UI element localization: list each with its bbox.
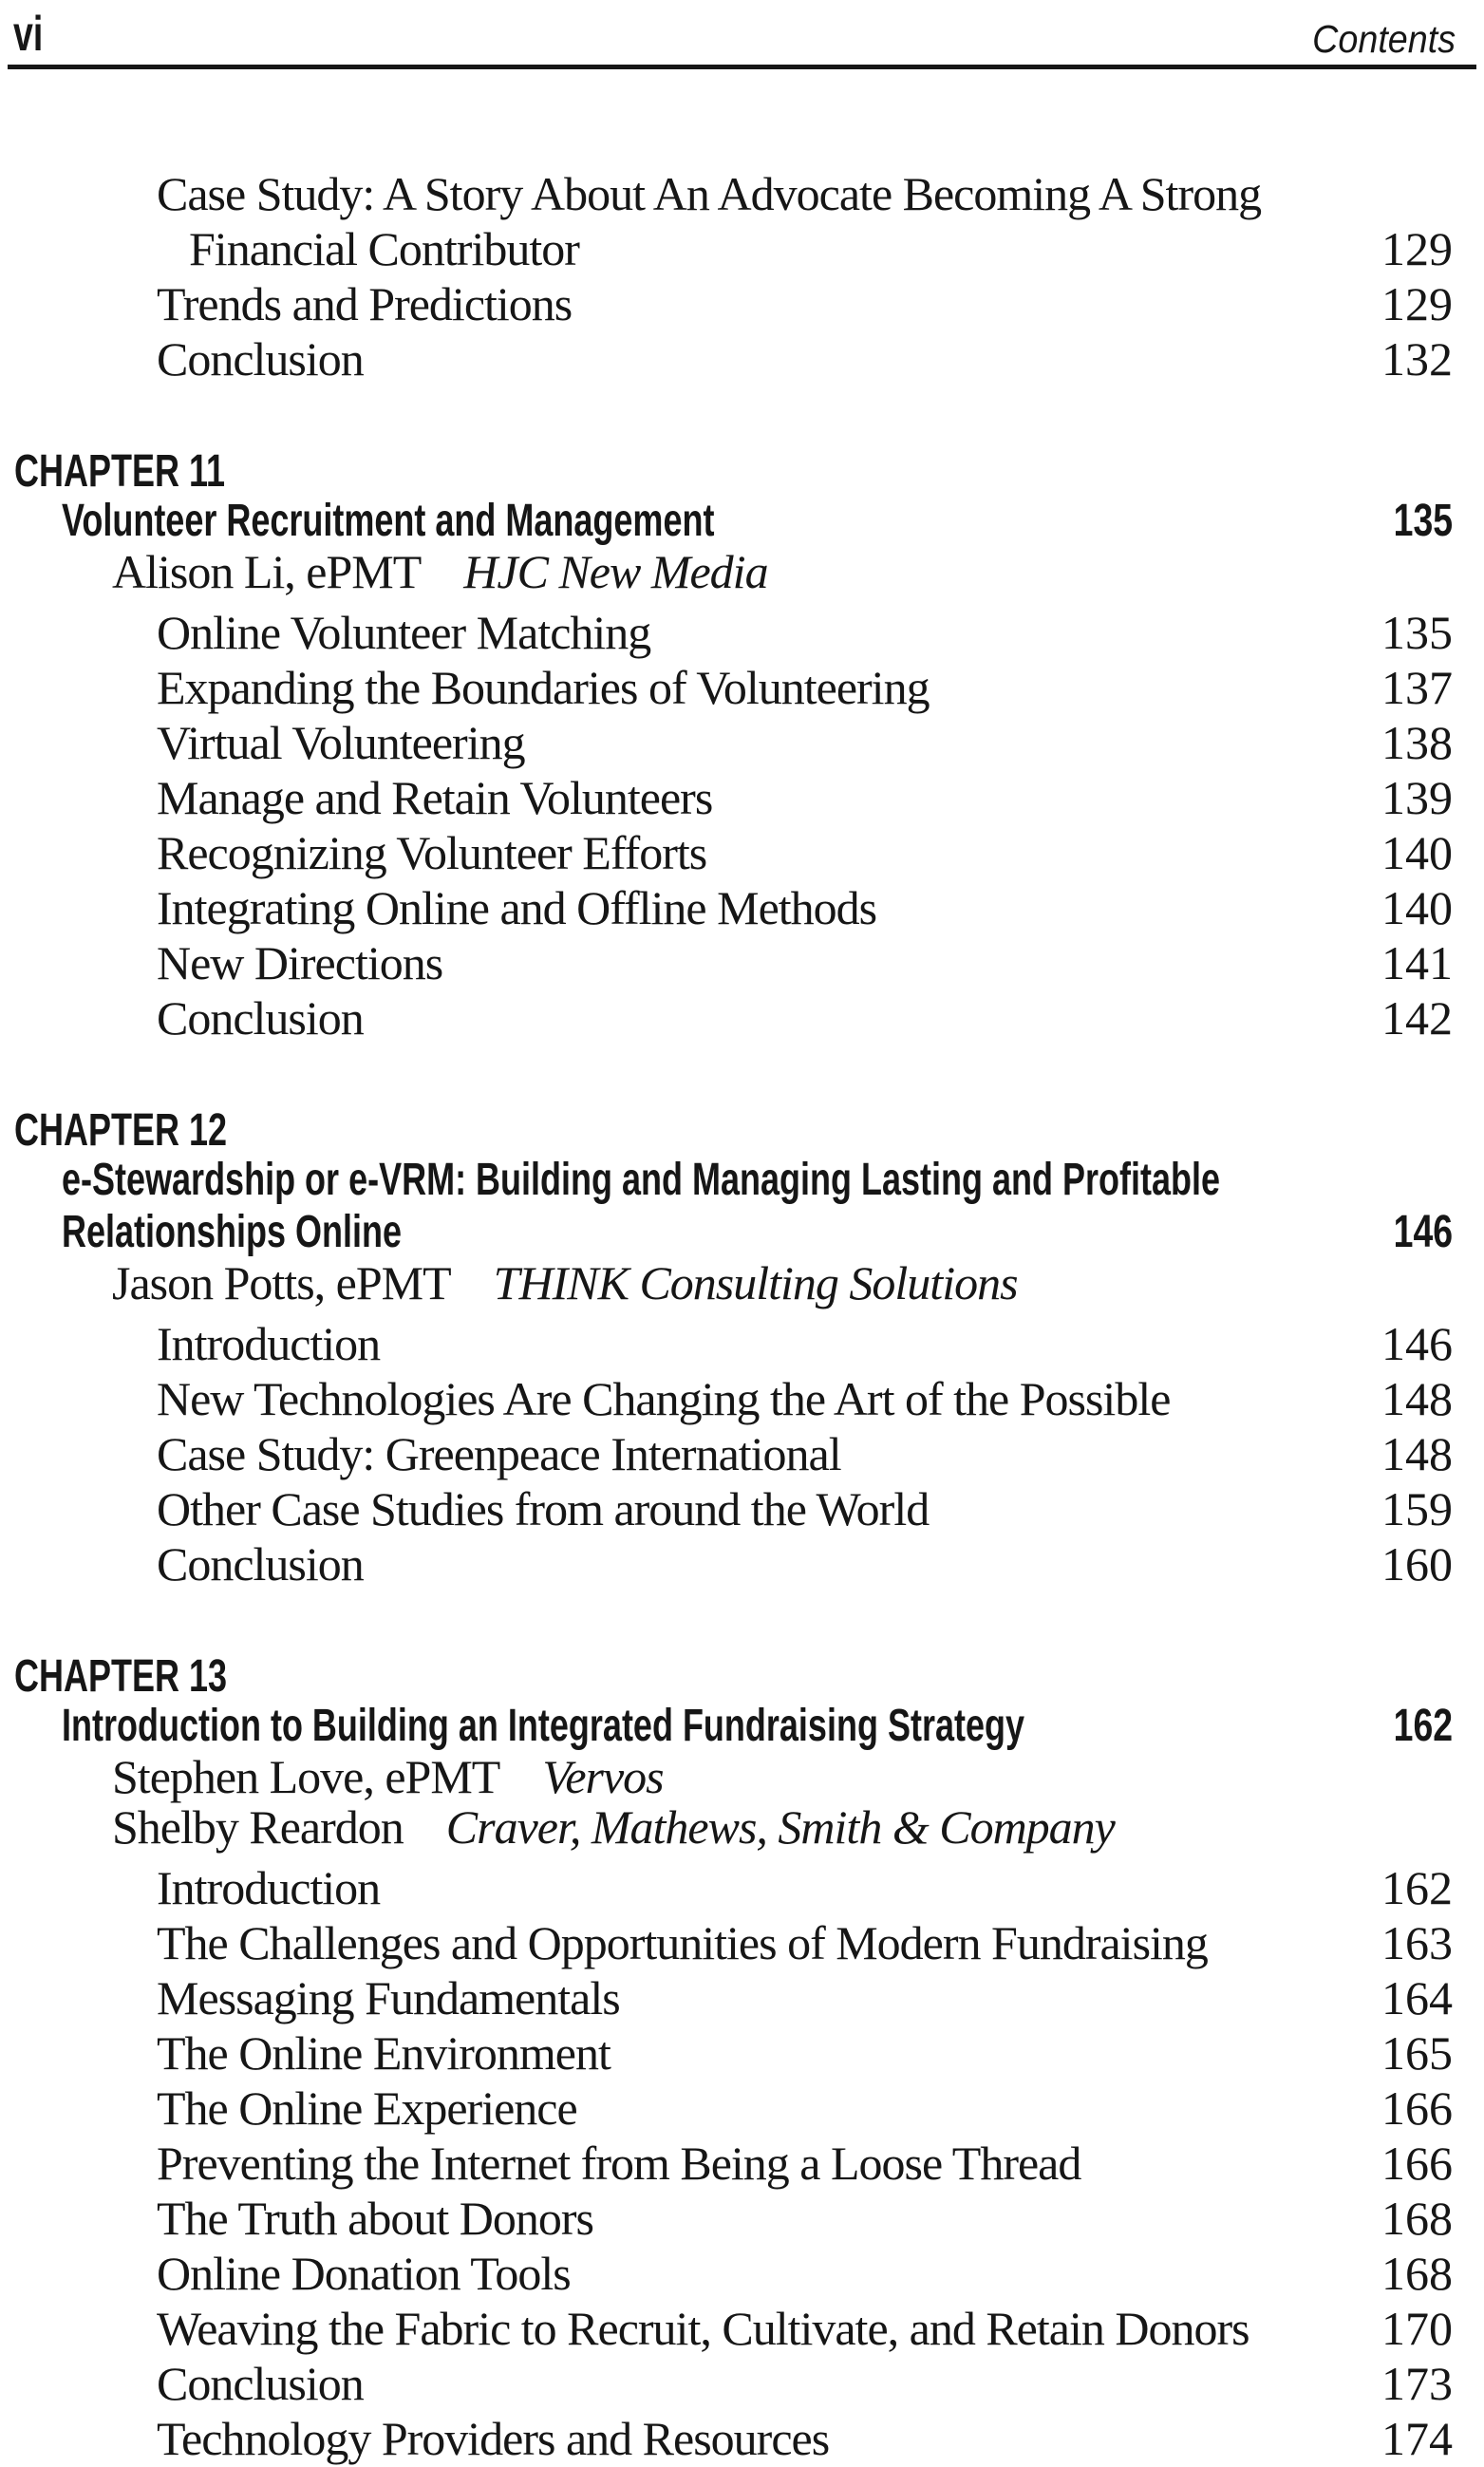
entry-title: Recognizing Volunteer Efforts: [157, 826, 707, 879]
running-head: Contents: [1312, 17, 1456, 61]
chapter-label: CHAPTER 11: [14, 446, 226, 497]
toc-entry: [157, 2246, 1453, 2301]
entry-page-number: 148: [1381, 1372, 1453, 1425]
entry-title: Online Donation Tools: [157, 2247, 571, 2300]
author-name: Alison Li, ePMT: [112, 545, 422, 598]
entry-title: Conclusion: [157, 2357, 364, 2410]
entry-title: Preventing the Internet from Being a Loose Thread: [157, 2137, 1081, 2190]
entry-page-number: 140: [1381, 826, 1453, 879]
author-name: Shelby Reardon: [112, 1800, 404, 1854]
entry-title: Messaging Fundamentals: [157, 1971, 620, 2024]
toc-entry: [157, 880, 1453, 935]
entry-list: [14, 166, 1453, 386]
entry-title: Case Study: A Story About An Advocate Becoming A Strong Financial Contributor: [157, 167, 1262, 275]
entry-page-number: 162: [1381, 1861, 1453, 1914]
entry-title: Weaving the Fabric to Recruit, Cultivate, and Retain Donors: [157, 2302, 1249, 2355]
page-folio: vi: [13, 7, 44, 62]
entry-page-number: 129: [1381, 222, 1453, 275]
entry-page-number: 160: [1381, 1537, 1453, 1591]
entry-page-number: 146: [1381, 1317, 1453, 1370]
entry-list: [14, 1316, 1453, 1591]
entry-title: Other Case Studies from around the World: [157, 1482, 930, 1535]
entry-list: [14, 605, 1453, 1045]
toc-entry: [157, 1481, 1453, 1536]
entry-page-number: 164: [1381, 1971, 1453, 2024]
entry-title: The Online Experience: [157, 2081, 577, 2135]
author-name: Jason Potts, ePMT: [112, 1256, 451, 1309]
entry-page-number: 166: [1381, 2137, 1453, 2190]
entry-page-number: 140: [1381, 881, 1453, 934]
entry-title: Manage and Retain Volunteers: [157, 771, 713, 824]
chapter-title-row: [14, 1700, 1453, 1752]
chapter-author: [112, 1258, 1453, 1309]
toc-entry: [157, 2136, 1453, 2191]
chapter-title: Introduction to Building an Integrated Fundraising Strategy: [62, 1701, 1024, 1751]
entry-title: Introduction: [157, 1317, 381, 1370]
toc-entry: [157, 660, 1453, 715]
chapter-page-number: 146: [1393, 1207, 1453, 1257]
entry-title: Conclusion: [157, 991, 364, 1045]
toc-entry: [157, 2356, 1453, 2411]
toc-entry: [157, 166, 1453, 276]
author-affiliation: Vervos: [542, 1750, 664, 1803]
chapter-block: [14, 1105, 1453, 1591]
toc-entry: [157, 1860, 1453, 1915]
entry-page-number: 137: [1381, 661, 1453, 714]
chapter-title-row: [14, 495, 1453, 547]
chapter-title: e-Stewardship or e-VRM: Building and Managing Lasting and Profitable Relationships Online: [62, 1155, 1221, 1257]
entry-title: Introduction: [157, 1861, 381, 1914]
entry-page-number: 138: [1381, 716, 1453, 769]
entry-page-number: 168: [1381, 2247, 1453, 2300]
entry-title: Trends and Predictions: [157, 277, 573, 330]
entry-title: Case Study: Greenpeace International: [157, 1427, 841, 1480]
entry-page-number: 159: [1381, 1482, 1453, 1535]
entry-list: [14, 1860, 1453, 2466]
entry-page-number: 132: [1381, 332, 1453, 386]
toc-entry: [157, 2411, 1453, 2466]
toc-entry: [157, 2191, 1453, 2246]
chapter-block: [14, 1651, 1453, 2466]
entry-title: Conclusion: [157, 332, 364, 386]
entry-page-number: 139: [1381, 771, 1453, 824]
toc-entry: [157, 990, 1453, 1045]
entry-page-number: 173: [1381, 2357, 1453, 2410]
entry-title: The Truth about Donors: [157, 2192, 593, 2245]
toc-entry: [157, 2025, 1453, 2081]
entry-page-number: 142: [1381, 991, 1453, 1045]
chapter-label: CHAPTER 12: [14, 1105, 228, 1156]
page-header: [0, 0, 1484, 65]
entry-page-number: 148: [1381, 1427, 1453, 1480]
toc-entry: [157, 331, 1453, 386]
entry-page-number: 168: [1381, 2192, 1453, 2245]
chapter-title: Volunteer Recruitment and Management: [62, 496, 715, 546]
entry-title: Technology Providers and Resources: [157, 2412, 830, 2465]
chapter-page-number: 135: [1393, 496, 1453, 546]
entry-page-number: 163: [1381, 1916, 1453, 1969]
author-name: Stephen Love, ePMT: [112, 1750, 500, 1803]
table-of-contents: [0, 69, 1484, 2466]
entry-page-number: 141: [1381, 936, 1453, 989]
toc-entry: [157, 1371, 1453, 1426]
toc-entry: [157, 1915, 1453, 1970]
toc-entry: [157, 2081, 1453, 2136]
toc-entry: [157, 1426, 1453, 1481]
chapter-author: [112, 1752, 1453, 1802]
chapter-author: [112, 1802, 1453, 1853]
chapter-label: CHAPTER 13: [14, 1651, 228, 1702]
toc-entry: [157, 276, 1453, 331]
entry-page-number: 165: [1381, 2026, 1453, 2080]
entry-page-number: 135: [1381, 606, 1453, 659]
entry-title: The Online Environment: [157, 2026, 611, 2080]
toc-entry: [157, 1316, 1453, 1371]
entry-title: New Technologies Are Changing the Art of the Possible: [157, 1372, 1171, 1425]
chapter-page-number: 162: [1393, 1701, 1453, 1751]
author-affiliation: HJC New Media: [463, 545, 768, 598]
author-affiliation: Craver, Mathews, Smith & Company: [445, 1800, 1115, 1854]
toc-entry: [157, 1970, 1453, 2025]
toc-entry: [157, 1536, 1453, 1591]
toc-entry: [157, 715, 1453, 770]
entry-page-number: 174: [1381, 2412, 1453, 2465]
entry-title: Expanding the Boundaries of Volunteering: [157, 661, 930, 714]
entry-title: Conclusion: [157, 1537, 364, 1591]
entry-title: Integrating Online and Offline Methods: [157, 881, 877, 934]
author-affiliation: THINK Consulting Solutions: [493, 1256, 1018, 1309]
chapter-block: [14, 446, 1453, 1045]
toc-entry: [157, 770, 1453, 825]
toc-entry: [157, 2301, 1453, 2356]
entry-title: The Challenges and Opportunities of Modern Fundraising: [157, 1916, 1208, 1969]
entry-page-number: 129: [1381, 277, 1453, 330]
entry-title: Online Volunteer Matching: [157, 606, 651, 659]
toc-entry: [157, 825, 1453, 880]
toc-entry: [157, 935, 1453, 990]
toc-entries-block: [14, 166, 1453, 386]
entry-title: Virtual Volunteering: [157, 716, 525, 769]
toc-entry: [157, 605, 1453, 660]
chapter-author: [112, 547, 1453, 597]
chapter-title-row: [14, 1154, 1453, 1258]
entry-page-number: 166: [1381, 2081, 1453, 2135]
entry-title: New Directions: [157, 936, 443, 989]
entry-page-number: 170: [1381, 2302, 1453, 2355]
